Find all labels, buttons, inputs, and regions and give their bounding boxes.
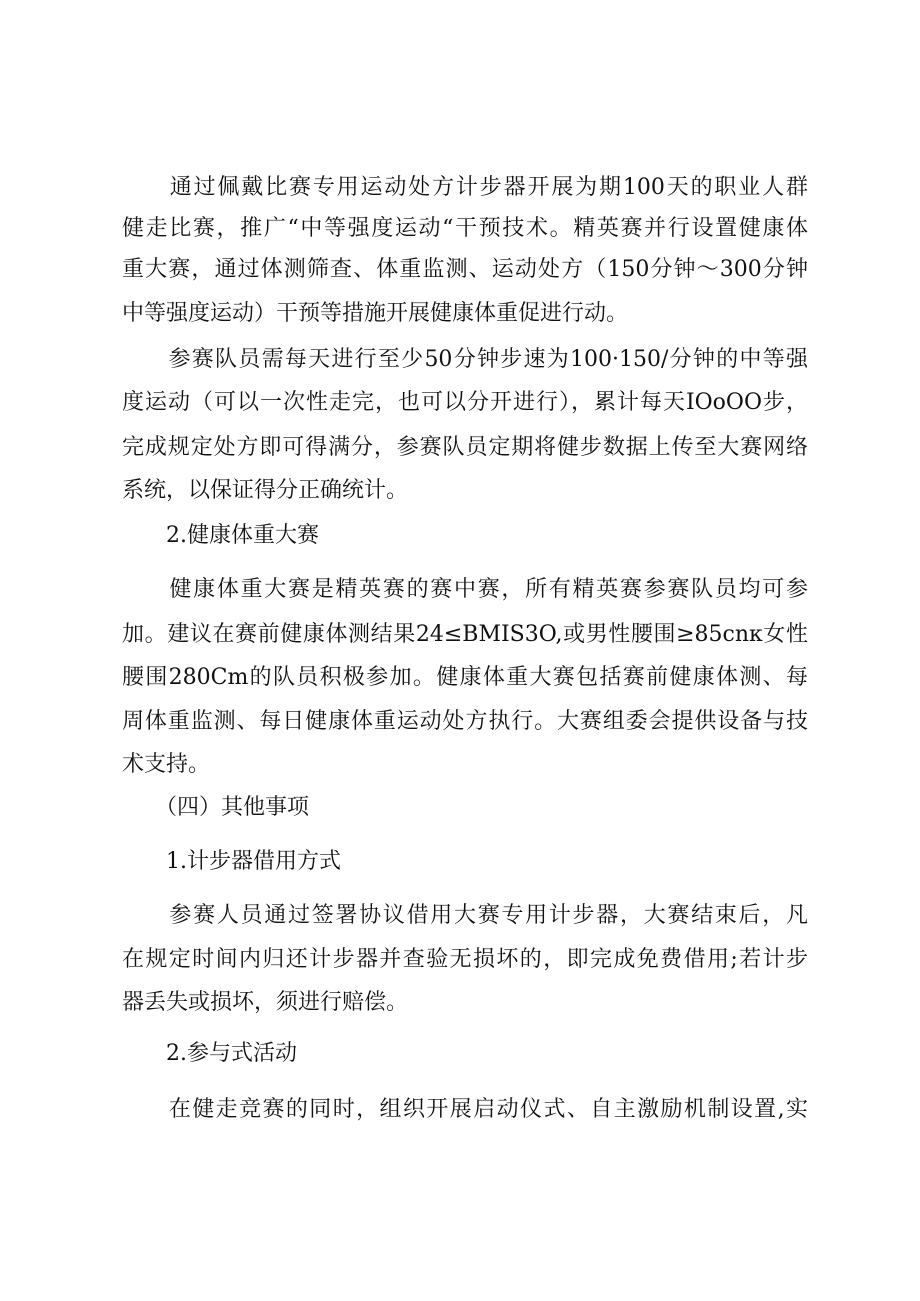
text-line: 通过佩戴比赛专用运动处方计步器开展为期100天的职业人群 — [122, 175, 808, 200]
text-line: 在健走竞赛的同时，组织开展启动仪式、自主激励机制设置,实 — [122, 1097, 808, 1122]
text-line: 中等强度运动）干预等措施开展健康体重促进行动。 — [122, 301, 629, 326]
section-heading: （四）其他事项 — [122, 795, 310, 820]
text-line: 加。建议在赛前健康体测结果24≤BMIS3O,或男性腰围≥85cnκ女性 — [122, 622, 808, 647]
text-line: 健走比赛，推广“中等强度运动“干预技术。精英赛并行设置健康体 — [122, 216, 808, 241]
section-heading: 1.计步器借用方式 — [122, 849, 341, 874]
text-line: 度运动（可以一次性走完，也可以分开进行），累计每天IOoOO步， — [122, 390, 808, 415]
text-line: 术支持。 — [122, 752, 211, 777]
text-line: 器丢失或损坏，须进行赔偿。 — [122, 990, 409, 1015]
text-line: 健康体重大赛是精英赛的赛中赛，所有精英赛参赛队员均可参 — [122, 577, 808, 602]
text-line: 参赛人员通过签署协议借用大赛专用计步器，大赛结束后，凡 — [122, 903, 808, 928]
text-line: 在规定时间内归还计步器并查验无损坏的，即完成免费借用;若计步 — [122, 947, 808, 972]
section-heading: 2.健康体重大赛 — [122, 523, 319, 548]
text-line: 系统，以保证得分正确统计。 — [122, 478, 409, 503]
text-line: 完成规定处方即可得满分，参赛队员定期将健步数据上传至大赛网络 — [122, 435, 808, 460]
section-heading: 2.参与式活动 — [122, 1041, 297, 1066]
text-line: 腰围280Cm的队员积极参加。健康体重大赛包括赛前健康体测、每 — [122, 665, 808, 690]
text-line: 重大赛，通过体测筛查、体重监测、运动处方（150分钟～300分钟 — [122, 257, 809, 282]
text-line: 周体重监测、每日健康体重运动处方执行。大赛组委会提供设备与技 — [122, 709, 808, 734]
text-line: 参赛队员需每天进行至少50分钟步速为100·150/分钟的中等强 — [122, 347, 808, 372]
